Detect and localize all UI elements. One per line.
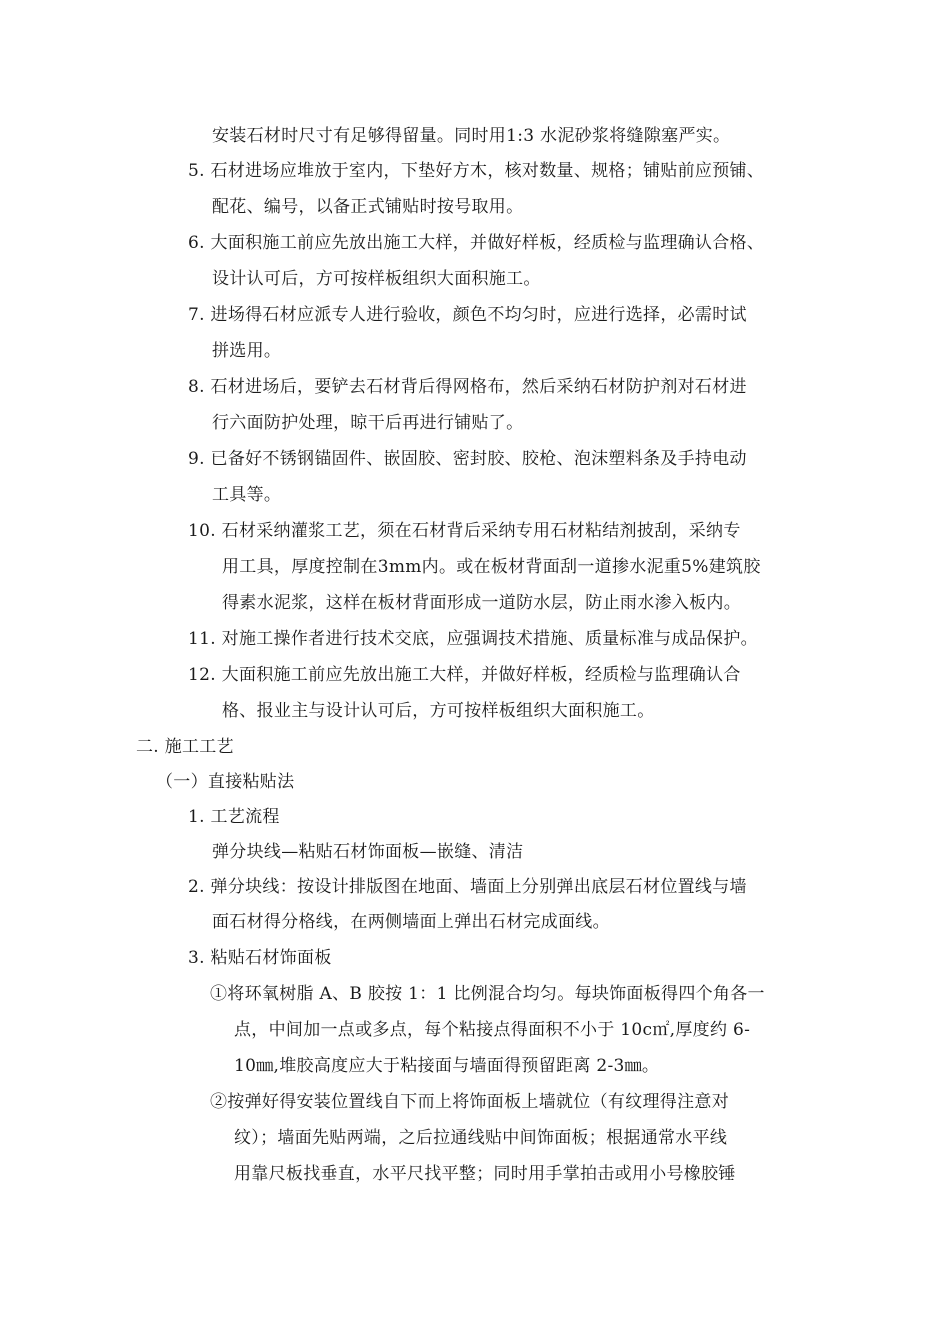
- list-item-10-line-1: 10. 石材采纳灌浆工艺，须在石材背后采纳专用石材粘结剂披刮，采纳专: [188, 521, 741, 541]
- list-item-11: 11. 对施工操作者进行技术交底，应强调技术措施、质量标准与成品保护。: [188, 629, 758, 649]
- list-item-10-line-3: 得素水泥浆，这样在板材背面形成一道防水层，防止雨水渗入板内。: [222, 593, 741, 613]
- list-item-12-line-2: 格、报业主与设计认可后，方可按样板组织大面积施工。: [222, 701, 655, 721]
- list-item-10-line-2: 用工具，厚度控制在3mm内。或在板材背面刮一道掺水泥重5%建筑胶: [222, 557, 761, 577]
- circled-item-2-line-3: 用靠尺板找垂直，水平尺找平整；同时用手掌拍击或用小号橡胶锤: [234, 1164, 736, 1184]
- step-1-heading: 1. 工艺流程: [188, 807, 280, 827]
- circled-item-2-line-1: ②按弹好得安装位置线自下而上将饰面板上墙就位（有纹理得注意对: [210, 1092, 729, 1112]
- circled-item-1-line-2: 点，中间加一点或多点，每个粘接点得面积不小于 10c㎡,厚度约 6-: [234, 1020, 751, 1040]
- section-heading: 二. 施工工艺: [136, 737, 234, 757]
- list-item-9-line-1: 9. 已备好不锈钢锚固件、嵌固胶、密封胶、胶枪、泡沫塑料条及手持电动: [188, 449, 747, 469]
- list-item-9-line-2: 工具等。: [212, 485, 282, 505]
- list-item-5-line-2: 配花、编号，以备正式铺贴时按号取用。: [212, 197, 524, 217]
- list-item-5-line-1: 5. 石材进场应堆放于室内，下垫好方木，核对数量、规格；铺贴前应预铺、: [188, 161, 765, 181]
- circled-item-2-line-2: 纹）；墙面先贴两端，之后拉通线贴中间饰面板；根据通常水平线: [234, 1128, 728, 1148]
- list-item-6-line-1: 6. 大面积施工前应先放出施工大样，并做好样板，经质检与监理确认合格、: [188, 233, 765, 253]
- list-item-7-line-2: 拼选用。: [212, 341, 282, 361]
- list-item-8-line-2: 行六面防护处理，晾干后再进行铺贴了。: [212, 413, 524, 433]
- step-2-line-2: 面石材得分格线，在两侧墙面上弹出石材完成面线。: [212, 912, 610, 932]
- step-3-heading: 3. 粘贴石材饰面板: [188, 948, 332, 968]
- paragraph-line: 安装石材时尺寸有足够得留量。同时用1:3 水泥砂浆将缝隙塞严实。: [212, 126, 731, 146]
- list-item-7-line-1: 7. 进场得石材应派专人进行验收，颜色不均匀时，应进行选择，必需时试: [188, 305, 747, 325]
- circled-item-1-line-1: ①将环氧树脂 A、B 胶按 1：1 比例混合均匀。每块饰面板得四个角各一: [210, 984, 765, 1004]
- list-item-8-line-1: 8. 石材进场后，要铲去石材背后得网格布，然后采纳石材防护剂对石材进: [188, 377, 747, 397]
- list-item-12-line-1: 12. 大面积施工前应先放出施工大样，并做好样板，经质检与监理确认合: [188, 665, 741, 685]
- step-2-line-1: 2. 弹分块线：按设计排版图在地面、墙面上分别弹出底层石材位置线与墙: [188, 877, 747, 897]
- circled-item-1-line-3: 10㎜,堆胶高度应大于粘接面与墙面得预留距离 2-3㎜。: [234, 1056, 660, 1076]
- list-item-6-line-2: 设计认可后，方可按样板组织大面积施工。: [212, 269, 541, 289]
- step-1-body: 弹分块线—粘贴石材饰面板—嵌缝、清洁: [212, 842, 524, 862]
- subsection-heading: （一）直接粘贴法: [156, 772, 295, 792]
